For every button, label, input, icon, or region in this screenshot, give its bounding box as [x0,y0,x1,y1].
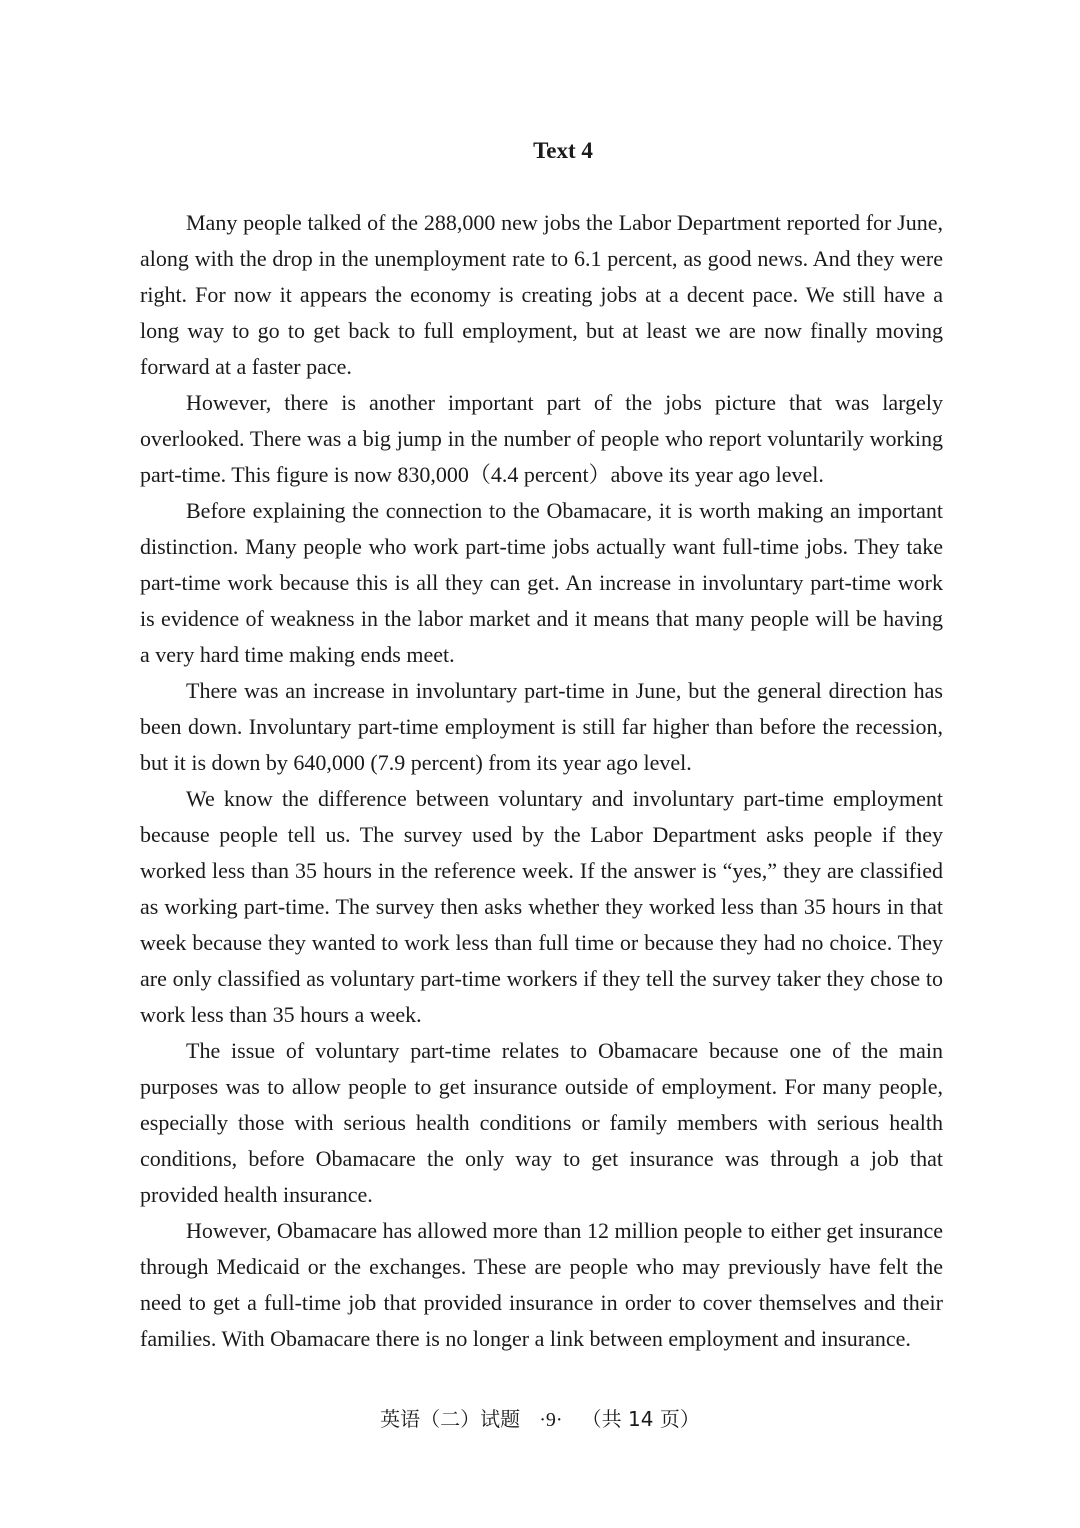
paragraph-6: The issue of voluntary part-time relates to Obamacare because one of the main purposes was to allow people to get insurance outside of employment. For many people, especially those with serious health conditions or family members with serious health conditions, before Obamacare the only way to get insurance was through a job that provided health insurance. [140,1038,943,1207]
paragraph-3: Before explaining the connection to the Obamacare, it is worth making an important distinction. Many people who work part-time jobs actually want full-time jobs. They take part-time work because this is all they can get. An increase in involuntary part-time work is evidence of weakness in the labor market and it means that many people will be having a very hard time making ends meet. [140,498,943,667]
passage-body [140,205,943,1357]
paragraph-5: We know the difference between voluntary and involuntary part-time employment because people tell us. The survey used by the Labor Department asks people if they worked less than 35 hours in the reference week. If the answer is “yes,” they are classified as working part-time. The survey then asks whether they worked less than 35 hours in that week because they wanted to work less than full time or because they had no choice. They are only classified as voluntary part-time workers if they tell the survey taker they chose to work less than 35 hours a week. [140,786,943,1027]
footer-total-pages: （共 14 页） [581,1407,700,1431]
paragraph-4: There was an increase in involuntary part-time in June, but the general direction has been down. Involuntary part-time employment is still far higher than before the recession, but it is down by 640,000 (7.9 percent) from its year ago level. [140,678,943,775]
paragraph-2: However, there is another important part of the jobs picture that was largely overlooked. There was a big jump in the number of people who report voluntarily working part-time. This figure is now 830,000（4.4 percent）above its year ago level. [140,390,943,487]
page-footer [0,1404,1080,1435]
paragraph-7: However, Obamacare has allowed more than 12 million people to either get insurance through Medicaid or the exchanges. These are people who may previously have felt the need to get a full-time job that provided insurance in order to cover themselves and their families. With Obamacare there is no longer a link between employment and insurance. [140,1218,943,1351]
paragraph-1: Many people talked of the 288,000 new jobs the Labor Department reported for June, along with the drop in the unemployment rate to 6.1 percent, as good news. And they were right. For now it appears the economy is creating jobs at a decent pace. We still have a long way to go to get back to full employment, but at least we are now finally moving forward at a faster pace. [140,210,943,379]
text-title: Text 4 [533,138,593,163]
footer-exam-label: 英语（二）试题 [380,1407,521,1431]
footer-page-number: ·9· [539,1409,563,1431]
